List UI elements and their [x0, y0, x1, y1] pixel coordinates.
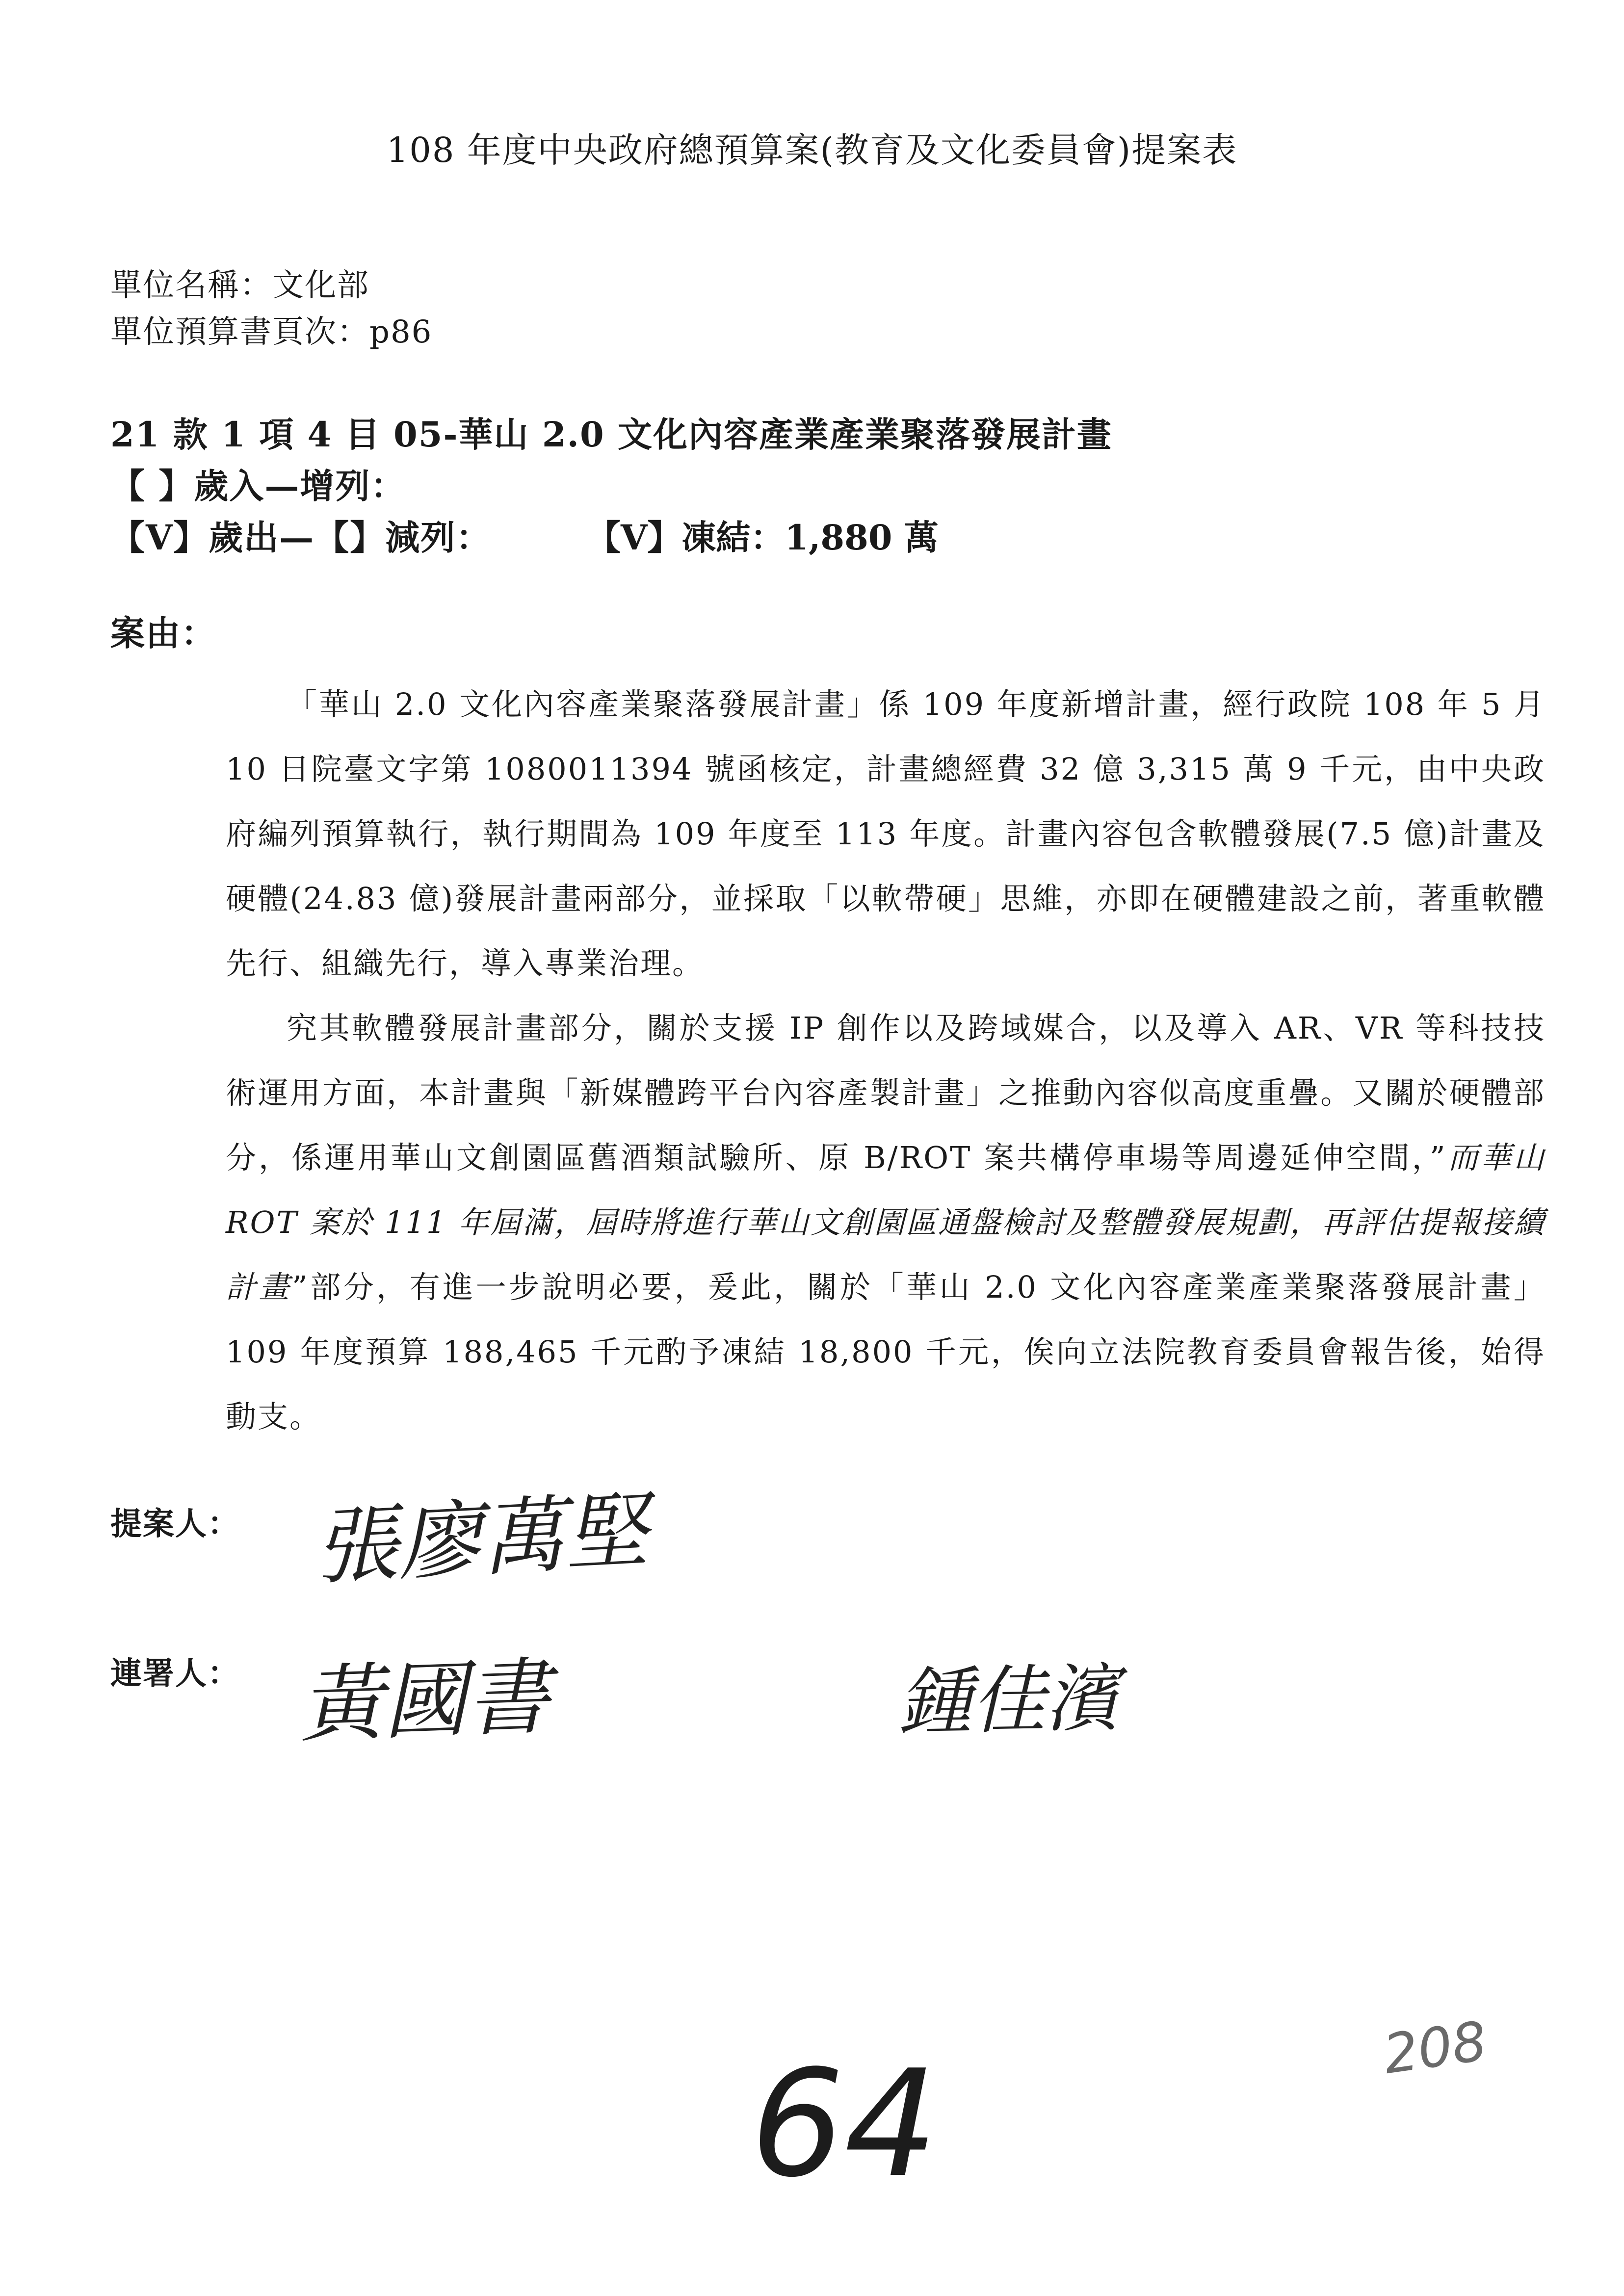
- revenue-line: 【 】歲入—增列：: [110, 466, 406, 506]
- page-number: 64: [751, 2038, 938, 2210]
- freeze-line: 【V】凍結：1,880 萬: [586, 517, 939, 558]
- item-title: 21 款 1 項 4 目 05-華山 2.0 文化內容產業產業聚落發展計畫: [110, 414, 1113, 455]
- proposer-signature: 張廖萬堅: [312, 1482, 651, 1597]
- expenditure-line: 【V】歲出—【】減列：: [110, 517, 492, 558]
- reason-body: [226, 672, 1545, 1449]
- document-title: 108 年度中央政府總預算案(教育及文化委員會)提案表: [386, 130, 1238, 170]
- reason-paragraph-1: 「華山 2.0 文化內容產業聚落發展計畫」係 109 年度新增計畫，經行政院 108 年 5 月 10 日院臺文字第 1080011394 號函核定，計畫總經費 32 億 3,315 萬 9 千元，由中央政府編列預算執行，執行期間為 109 年度至 113 年度。計畫內容包含軟體發展(7.5 億)計畫及硬體(24.83 億)發展計畫兩部分，並採取「以軟帶硬」思維，亦即在硬體建設之前，著重軟體先行、組織先行，導入專業治理。: [226, 686, 1545, 981]
- reason-paragraph-2: [226, 996, 1545, 1449]
- paragraph-2-part-b: ”部分，有進一步說明必要，爰此，關於「華山 2.0 文化內容產業產業聚落發展計畫」109 年度預算 188,465 千元酌予凍結 18,800 千元，俟向立法院教育委員會報告後，始得動支。: [226, 1269, 1545, 1435]
- paragraph-2-part-a: 究其軟體發展計畫部分，關於支援 IP 創作以及跨域媒合，以及導入 AR、VR 等科技技術運用方面，本計畫與「新媒體跨平台內容產製計畫」之推動內容似高度重疊。又關於硬體部分，係運用華山文創園區舊酒類試驗所、原 B/ROT 案共構停車場等周邊延伸空間，”: [226, 1010, 1545, 1175]
- handwritten-annotation: 208: [1380, 2009, 1491, 2086]
- unit-name: 單位名稱：文化部: [110, 267, 369, 304]
- proposer-label: 提案人：: [110, 1506, 240, 1542]
- cosigner-signature-1: 黃國書: [298, 1648, 551, 1754]
- cosigner-label: 連署人：: [110, 1655, 240, 1692]
- paragraph-2-quote: 而華山 ROT 案於 111 年屆滿，屆時將進行華山文創園區通盤檢討及整體發展規劃，再評估提報接續計畫: [226, 1140, 1546, 1305]
- reason-label: 案由：: [110, 613, 216, 653]
- unit-budget-page: 單位預算書頁次：p86: [110, 314, 433, 350]
- cosigner-signature-2: 鍾佳濱: [897, 1656, 1120, 1746]
